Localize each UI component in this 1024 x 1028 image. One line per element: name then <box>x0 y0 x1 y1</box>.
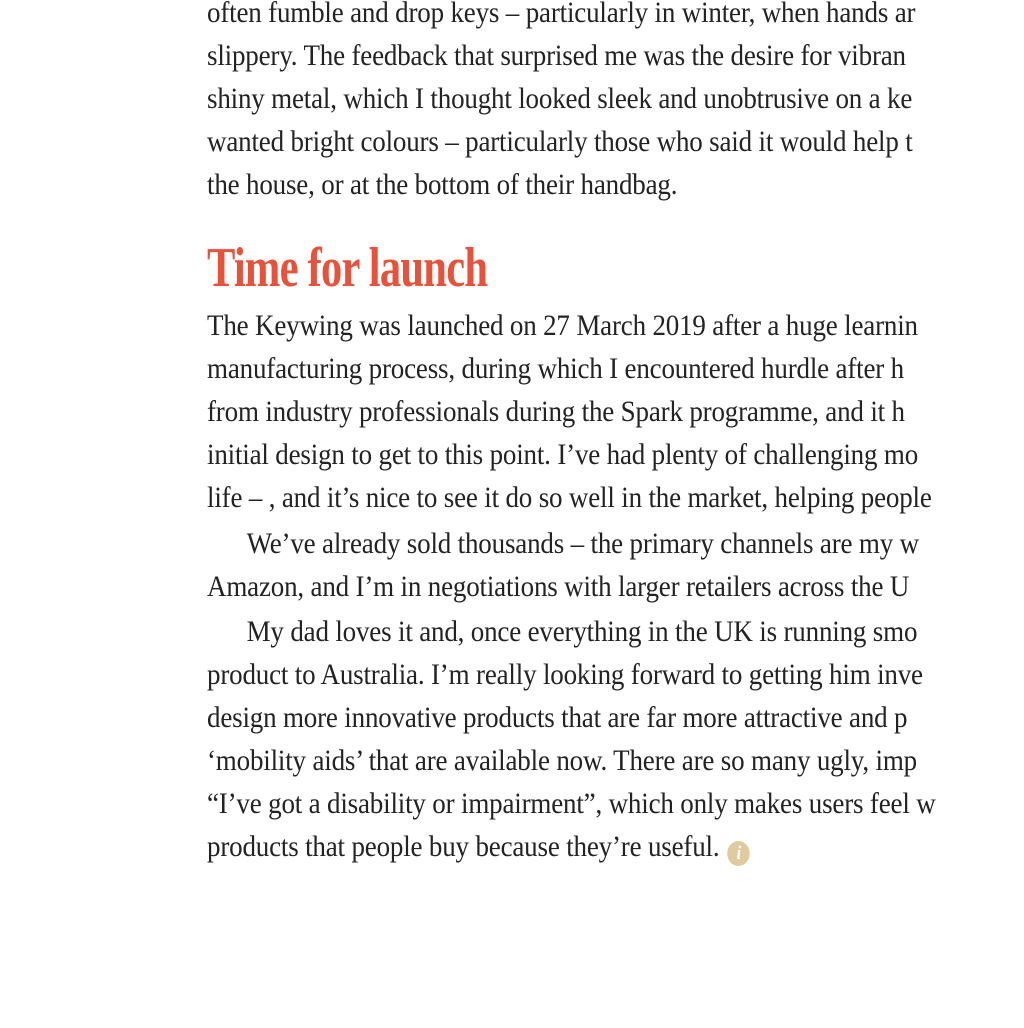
body-text-line: Amazon, and I’m in negotiations with larger retailers across the U <box>207 570 910 603</box>
paragraph <box>207 522 1024 608</box>
body-text-line: from industry professionals during the Spark programme, and it h <box>207 395 905 428</box>
body-text-line: initial design to get to this point. I’ve had plenty of challenging mo <box>207 438 919 471</box>
body-text-line: manufacturing process, during which I encountered hurdle after h <box>207 352 904 385</box>
body-text-line: We’ve already sold thousands – the primary channels are my w <box>246 527 919 560</box>
body-text-line: the house, or at the bottom of their handbag. <box>207 168 678 201</box>
body-text-line: The Keywing was launched on 27 March 2019 after a huge learnin <box>207 309 918 342</box>
paragraph <box>207 610 1024 868</box>
article-column <box>207 0 1024 868</box>
body-text-line: My dad loves it and, once everything in the UK is running smo <box>246 615 918 648</box>
body-text-line: life – , and it’s nice to see it do so well in the market, helping people <box>207 481 932 514</box>
body-text-line: often fumble and drop keys – particularly in winter, when hands ar <box>207 0 916 29</box>
body-text-line <box>207 825 1024 868</box>
body-text-line: ‘mobility aids’ that are available now. There are so many ugly, imp <box>207 744 917 777</box>
end-of-article-icon: i <box>728 841 751 866</box>
body-text-line: product to Australia. I’m really looking forward to getting him inve <box>207 658 923 691</box>
body-text-line: slippery. The feedback that surprised me was the desire for vibran <box>207 39 906 72</box>
body-text-line: “I’ve got a disability or impairment”, which only makes users feel w <box>207 787 936 820</box>
body-text-line-text: products that people buy because they’re useful. <box>207 830 720 863</box>
body-text-line: wanted bright colours – particularly those who said it would help t <box>207 125 913 158</box>
paragraph <box>207 0 1024 206</box>
body-text-line: design more innovative products that are far more attractive and p <box>207 701 908 734</box>
paragraph <box>207 304 1024 519</box>
body-text-line: shiny metal, which I thought looked sleek and unobtrusive on a ke <box>207 82 913 115</box>
section-heading: Time for launch <box>207 237 488 299</box>
